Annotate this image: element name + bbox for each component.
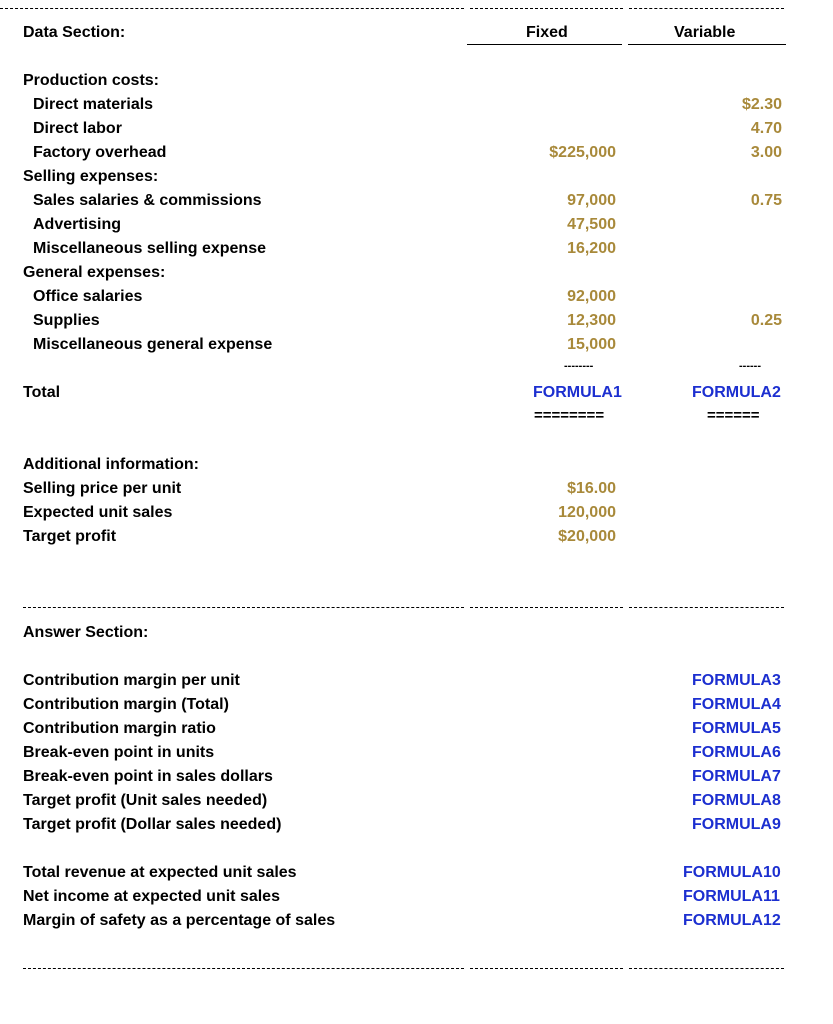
sales-salaries-fixed[interactable]: 97,000 (567, 192, 616, 209)
misc-general-fixed[interactable]: 15,000 (567, 336, 616, 353)
answer-formula-target-dollars[interactable]: FORMULA9 (692, 816, 781, 833)
middle-separator-left (23, 607, 464, 608)
answer-formula-cm-ratio[interactable]: FORMULA5 (692, 720, 781, 737)
office-salaries-fixed[interactable]: 92,000 (567, 288, 616, 305)
bottom-separator-left (23, 968, 464, 969)
answer-section-title: Answer Section: (23, 624, 149, 641)
misc-selling-fixed[interactable]: 16,200 (567, 240, 616, 257)
expected-sales-value[interactable]: 120,000 (558, 504, 616, 521)
answer-formula-margin-of-safety[interactable]: FORMULA12 (683, 912, 781, 929)
bottom-separator-right (629, 968, 784, 969)
top-separator-left (0, 8, 464, 9)
answer-label-bep-dollars: Break-even point in sales dollars (23, 768, 273, 785)
bottom-separator-middle (470, 968, 623, 969)
expected-sales-label: Expected unit sales (23, 504, 173, 521)
factory-overhead-variable[interactable]: 3.00 (750, 144, 782, 161)
sales-salaries-variable[interactable]: 0.75 (750, 192, 782, 209)
advertising-label: Advertising (33, 216, 122, 233)
answer-formula-bep-units[interactable]: FORMULA6 (692, 744, 781, 761)
direct-labor-label: Direct labor (33, 120, 122, 137)
variable-subtotal-dashes: ------ (739, 360, 761, 372)
middle-separator-middle (470, 607, 623, 608)
misc-selling-label: Miscellaneous selling expense (33, 240, 266, 257)
answer-label-cm-total: Contribution margin (Total) (23, 696, 229, 713)
direct-materials-label: Direct materials (33, 96, 154, 113)
answer-formula-target-units[interactable]: FORMULA8 (692, 792, 781, 809)
sales-salaries-label: Sales salaries & commissions (33, 192, 262, 209)
selling-expenses-header: Selling expenses: (23, 168, 159, 185)
general-expenses-header: General expenses: (23, 264, 166, 281)
variable-column-header: Variable (674, 24, 736, 41)
answer-formula-bep-dollars[interactable]: FORMULA7 (692, 768, 781, 785)
top-separator-middle (470, 8, 623, 9)
supplies-variable[interactable]: 0.25 (750, 312, 782, 329)
selling-price-value[interactable]: $16.00 (567, 480, 616, 497)
answer-formula-net-income[interactable]: FORMULA11 (683, 888, 780, 905)
selling-price-label: Selling price per unit (23, 480, 182, 497)
total-label: Total (23, 384, 61, 401)
total-variable-formula[interactable]: FORMULA2 (692, 384, 781, 401)
header-underline-variable (628, 44, 786, 45)
total-fixed-formula[interactable]: FORMULA1 (533, 384, 622, 401)
header-underline-fixed (467, 44, 622, 45)
variable-total-double-line: ====== (707, 407, 760, 424)
direct-materials-variable[interactable]: $2.30 (741, 96, 782, 113)
answer-label-cm-per-unit: Contribution margin per unit (23, 672, 240, 689)
fixed-total-double-line: ======== (534, 407, 605, 424)
additional-info-title: Additional information: (23, 456, 199, 473)
supplies-fixed[interactable]: 12,300 (567, 312, 616, 329)
top-separator-right (629, 8, 784, 9)
answer-formula-cm-per-unit[interactable]: FORMULA3 (692, 672, 781, 689)
middle-separator-right (629, 607, 784, 608)
office-salaries-label: Office salaries (33, 288, 143, 305)
fixed-column-header: Fixed (526, 24, 568, 41)
factory-overhead-fixed[interactable]: $225,000 (549, 144, 616, 161)
misc-general-label: Miscellaneous general expense (33, 336, 273, 353)
data-section-title: Data Section: (23, 24, 126, 41)
fixed-subtotal-dashes: -------- (564, 360, 594, 372)
answer-formula-total-revenue[interactable]: FORMULA10 (683, 864, 781, 881)
target-profit-value[interactable]: $20,000 (558, 528, 616, 545)
production-costs-header: Production costs: (23, 72, 160, 89)
supplies-label: Supplies (33, 312, 100, 329)
answer-label-cm-ratio: Contribution margin ratio (23, 720, 216, 737)
factory-overhead-label: Factory overhead (33, 144, 167, 161)
answer-formula-cm-total[interactable]: FORMULA4 (692, 696, 781, 713)
direct-labor-variable[interactable]: 4.70 (750, 120, 782, 137)
target-profit-label: Target profit (23, 528, 117, 545)
answer-label-margin-of-safety: Margin of safety as a percentage of sales (23, 912, 336, 929)
advertising-fixed[interactable]: 47,500 (567, 216, 616, 233)
answer-label-target-dollars: Target profit (Dollar sales needed) (23, 816, 282, 833)
answer-label-bep-units: Break-even point in units (23, 744, 215, 761)
answer-label-total-revenue: Total revenue at expected unit sales (23, 864, 297, 881)
answer-label-target-units: Target profit (Unit sales needed) (23, 792, 268, 809)
answer-label-net-income: Net income at expected unit sales (23, 888, 280, 905)
